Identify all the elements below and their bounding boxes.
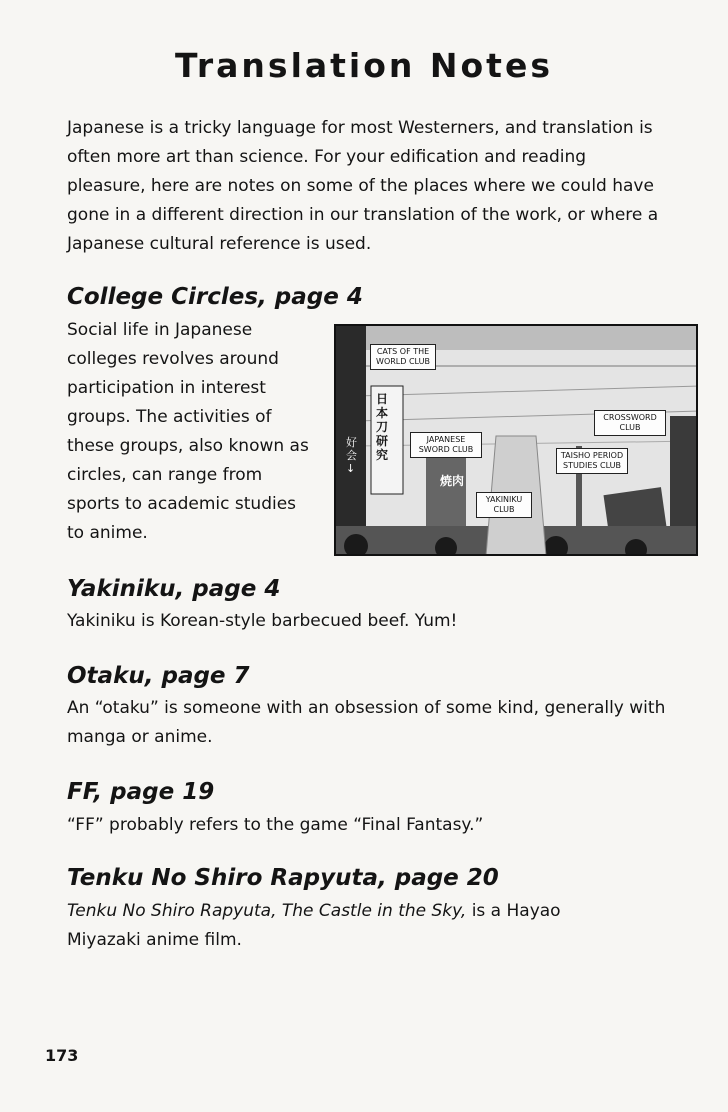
label-yakiniku-club: YAKINIKU CLUB: [476, 492, 532, 518]
note-heading-yakiniku: Yakiniku, page 4: [67, 576, 281, 602]
note-body-otaku: An “otaku” is someone with an obsession of some kind, generally with manga or anime.: [67, 698, 666, 747]
note-heading-ff: FF, page 19: [67, 779, 215, 805]
note-body-ff: “FF” probably refers to the game “Final Fantasy.”: [67, 815, 484, 835]
note-heading-otaku: Otaku, page 7: [67, 663, 250, 689]
page-number: 173: [45, 1046, 79, 1065]
manga-illustration: [334, 324, 698, 556]
intro-paragraph: Japanese is a tricky language for most Westerners, and translation is often more art than science. For your edification and reading pleasure, here are notes on some of the places where we could have gone in a different direction in our translation of the work, or where a Japanese cultural reference is used.: [67, 118, 659, 254]
note-heading-tenku: Tenku No Shiro Rapyuta, page 20: [67, 865, 499, 891]
kanji-sign-secondary: 好会↓: [346, 436, 357, 475]
label-cats-club: CATS OF THE WORLD CLUB: [370, 344, 436, 370]
note-body-tenku-title: Tenku No Shiro Rapyuta, The Castle in the Sky,: [67, 901, 467, 921]
label-taisho-club: TAISHO PERIOD STUDIES CLUB: [556, 448, 628, 474]
note-body-tenku-rest: is a Hayao Miyazaki anime film.: [67, 901, 561, 950]
page-title: Translation Notes: [175, 46, 553, 85]
label-crossword-club: CROSSWORD CLUB: [594, 410, 666, 436]
note-body-tenku: [67, 897, 627, 955]
label-sword-club: JAPANESE SWORD CLUB: [410, 432, 482, 458]
yakiniku-sign: 焼肉: [440, 474, 465, 488]
note-body-college-circles: Social life in Japanese colleges revolves around participation in interest groups. The activities of these groups, also known as circles, can range from sports to academic studies to anime.: [67, 320, 309, 543]
note-heading-college-circles: College Circles, page 4: [67, 284, 363, 310]
kanji-sign: 日本刀研究: [376, 392, 389, 462]
note-body-yakiniku: Yakiniku is Korean-style barbecued beef. Yum!: [67, 611, 458, 631]
